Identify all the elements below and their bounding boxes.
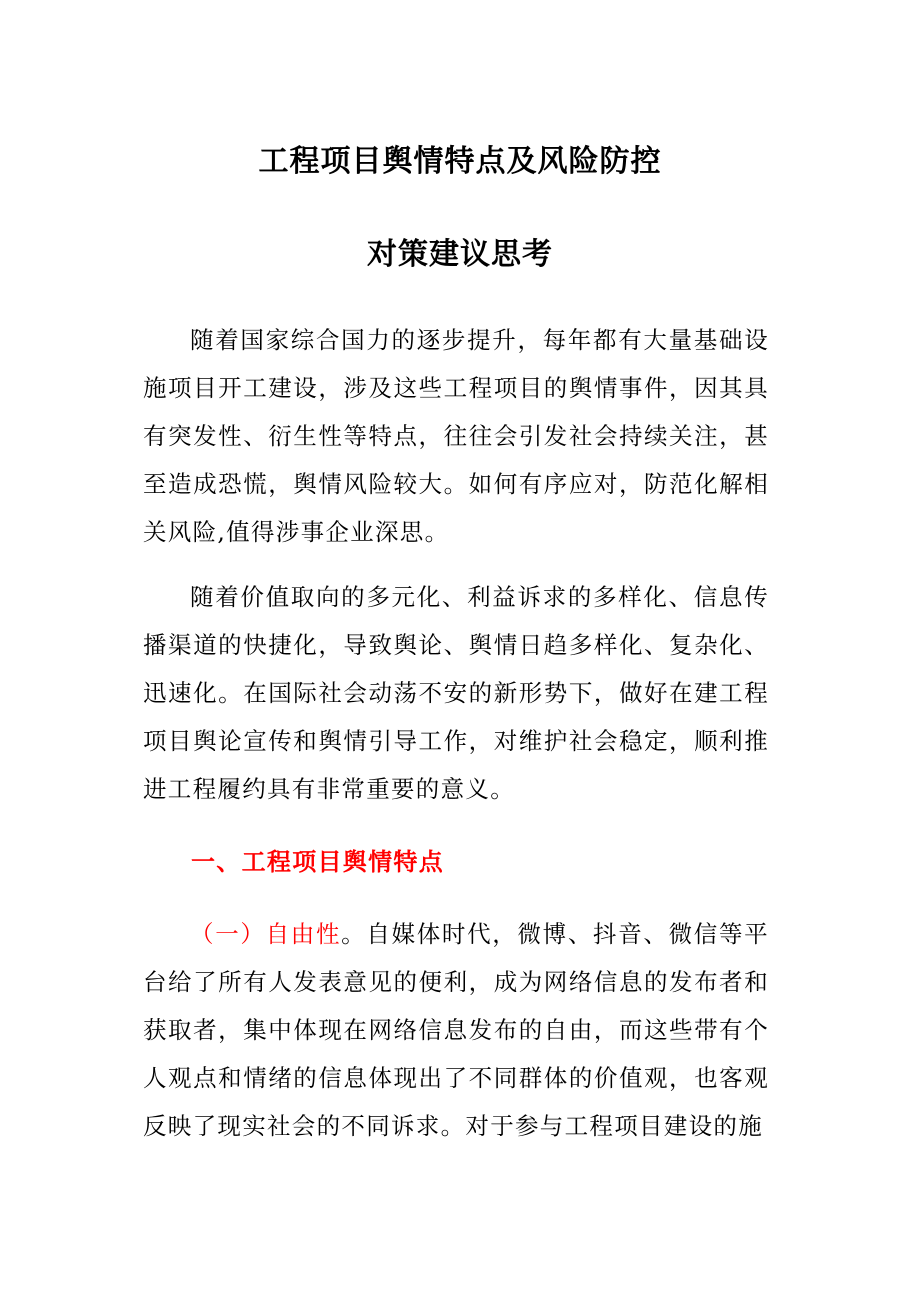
document-title-line-1: 工程项目舆情特点及风险防控 [258, 144, 662, 179]
subsection-freedom-paragraph [143, 910, 769, 1150]
section-heading-characteristics: 一、工程项目舆情特点 [191, 847, 444, 876]
context-paragraph: 随着价值取向的多元化、利益诉求的多样化、信息传播渠道的快捷化，导致舆论、舆情日趋多样化、复杂化、迅速化。在国际社会动荡不安的新形势下，做好在建工程项目舆论宣传和舆情引导工作，对维护社会稳定，顺利推进工程履约具有非常重要的意义。 [143, 583, 769, 803]
document-title-line-2: 对策建议思考 [367, 237, 553, 272]
subsection-freedom-label: （一）自由性 [190, 920, 342, 948]
subsection-freedom-text: 。自媒体时代，微博、抖音、微信等平台给了所有人发表意见的便利，成为网络信息的发布者和获取者，集中体现在网络信息发布的自由，而这些带有个人观点和情绪的信息体现出了不同群体的价值观，也客观反映了现实社会的不同诉求。对于参与工程项目建设的施 [143, 920, 769, 1140]
intro-paragraph: 随着国家综合国力的逐步提升，每年都有大量基础设施项目开工建设，涉及这些工程项目的舆情事件，因其具有突发性、衍生性等特点，往往会引发社会持续关注，甚至造成恐慌，舆情风险较大。如何有序应对，防范化解相关风险,值得涉事企业深思。 [143, 326, 769, 546]
